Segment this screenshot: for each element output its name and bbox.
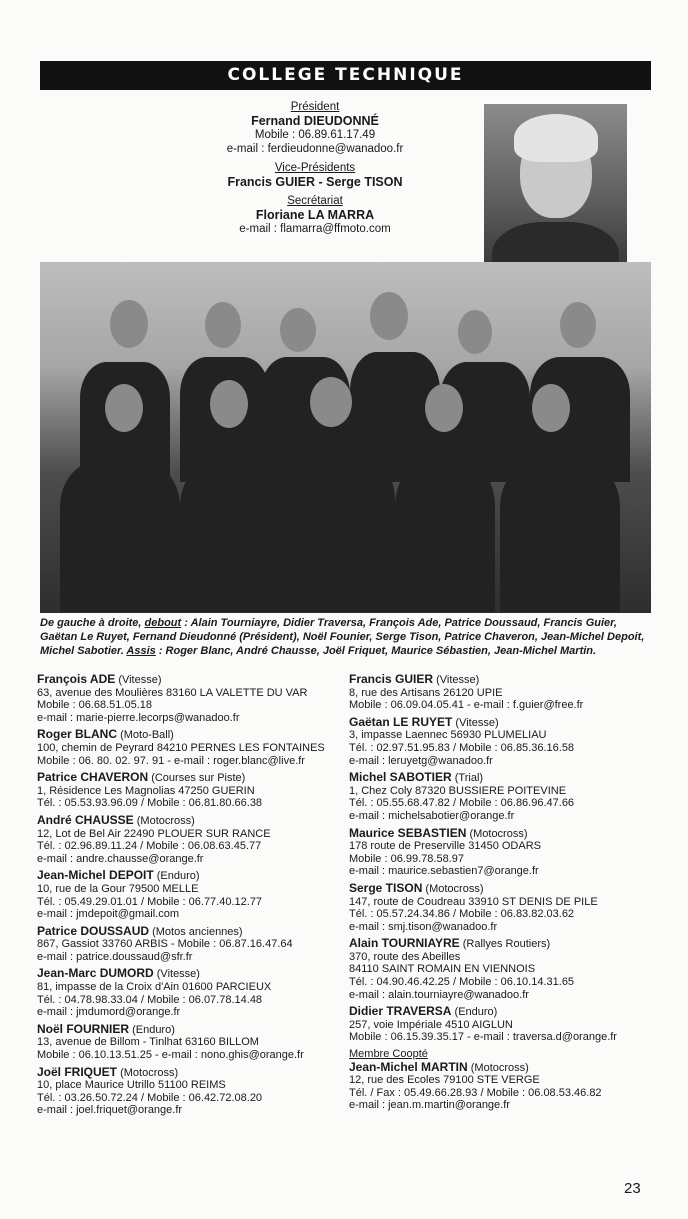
member-name: Serge TISON (349, 880, 423, 895)
member-contact-line: Mobile : 06. 80. 02. 97. 91 - e-mail : roger.blanc@live.fr (37, 754, 305, 767)
member-contact-line: Mobile : 06.68.51.05.18 (37, 699, 152, 712)
president-email: e-mail : ferdieudonne@wanadoo.fr (226, 143, 404, 155)
member-contact-line: 81, impasse de la Croix d'Ain 01600 PARCIEUX (37, 981, 272, 994)
member-category: (Vitesse) (436, 674, 480, 686)
member-name: Patrice CHAVERON (37, 770, 149, 785)
member-contact-line: 10, place Maurice Utrillo 51100 REIMS (37, 1079, 226, 1092)
member-category: (Motocross) (120, 1066, 179, 1079)
member-contact-line: 63, avenue des Moulières 83160 LA VALETTE DU VAR (37, 686, 308, 699)
coopte-label: Membre Coopté (349, 1048, 428, 1061)
member-entry (349, 1061, 649, 1112)
member-entry (37, 869, 337, 920)
member-category: (Enduro) (156, 870, 200, 883)
member-name: Alain TOURNIAYRE (349, 936, 460, 951)
member-entry (37, 1066, 337, 1117)
photo-caption: De gauche à droite, debout : Alain Tourniayre, Didier Traversa, François Ade, Patrice Doussaud, Francis Guier, Gaëtan Le Ruyet, Fernand Dieudonné (Président), Noël Founier, Serge Tison, Patrice Chaveron, Jean-Michel Depoit, Michel Sabotier. Assis : Roger Blanc, André Chausse, Joël Friquet, Maurice Sébastien, Jean-Michel Martin. (40, 617, 645, 657)
secretary-email: e-mail : flamarra@ffmoto.com (239, 223, 391, 235)
member-contact-line: 257, voie Impériale 4510 AIGLUN (349, 1018, 513, 1031)
member-contact-line: Tél. : 05.55.68.47.82 / Mobile : 06.86.96.47.66 (349, 797, 575, 810)
member-entry (37, 967, 337, 1018)
member-category: (Moto-Ball) (120, 729, 174, 742)
member-contact-line: 147, route de Coudreau 33910 ST DENIS DE PILE (349, 895, 598, 908)
member-contact-line: Tél. : 02.96.89.11.24 / Mobile : 06.08.63.45.77 (37, 840, 262, 853)
member-contact-line: Mobile : 06.09.04.05.41 - e-mail : f.guier@free.fr (349, 699, 584, 712)
vice-names: Francis GUIER - Serge TISON (227, 175, 403, 189)
member-contact-line: e-mail : joel.friquet@orange.fr (37, 1104, 183, 1117)
member-category: (Vitesse) (118, 674, 162, 686)
member-name: Jean-Michel MARTIN (349, 1059, 468, 1074)
president-mobile: Mobile : 06.89.61.17.49 (254, 129, 376, 141)
member-name: Michel SABOTIER (349, 770, 452, 785)
member-contact-line: Tél. : 04.90.46.42.25 / Mobile : 06.10.14.31.65 (349, 976, 575, 989)
group-photo (40, 262, 651, 613)
page-title: COLLEGE TECHNIQUE (40, 61, 651, 90)
member-name: Gaëtan LE RUYET (349, 714, 453, 729)
member-category: (Enduro) (454, 1006, 498, 1019)
member-contact-line: e-mail : leruyetg@wanadoo.fr (349, 754, 493, 767)
president-name: Fernand DIEUDONNÉ (251, 114, 379, 128)
member-name: Jean-Marc DUMORD (37, 966, 154, 981)
member-entry (349, 771, 649, 822)
member-contact-line: Tél. : 05.53.93.96.09 / Mobile : 06.81.80.66.38 (37, 797, 263, 810)
member-contact-line: 370, route des Abeilles (349, 950, 461, 963)
member-entry (349, 673, 649, 712)
member-contact-line: 1, Chez Coly 87320 BUSSIERE POITEVINE (349, 784, 567, 797)
member-contact-line: e-mail : jmdepoit@gmail.com (37, 908, 179, 921)
member-name: André CHAUSSE (37, 812, 134, 827)
member-entry (37, 925, 337, 964)
member-entry (37, 771, 337, 810)
member-category: (Motocross) (425, 882, 484, 895)
member-contact-line: 84110 SAINT ROMAIN EN VIENNOIS (349, 963, 536, 976)
member-category: (Trial) (454, 772, 484, 785)
member-category: (Courses sur Piste) (151, 772, 246, 785)
member-contact-line: e-mail : jmdumord@orange.fr (37, 1006, 181, 1019)
member-category: (Vitesse) (156, 968, 200, 981)
member-entry (349, 937, 649, 1001)
member-name: Joël FRIQUET (37, 1064, 118, 1079)
member-contact-line: 178 route de Preserville 31450 ODARS (349, 840, 541, 853)
member-name: Roger BLANC (37, 727, 117, 742)
member-category: (Motocross) (470, 1061, 529, 1074)
member-contact-line: 867, Gassiot 33760 ARBIS - Mobile : 06.87.16.47.64 (37, 938, 293, 951)
member-contact-line: e-mail : patrice.doussaud@sfr.fr (37, 950, 193, 963)
member-contact-line: 12, Lot de Bel Air 22490 PLOUER SUR RANCE (37, 827, 271, 840)
member-category: (Motos anciennes) (152, 925, 243, 938)
member-contact-line: e-mail : marie-pierre.lecorps@wanadoo.fr (37, 711, 240, 724)
member-contact-line: Tél. / Fax : 05.49.66.28.93 / Mobile : 06.08.53.46.82 (349, 1086, 602, 1099)
page-number: 23 (624, 1180, 641, 1197)
member-contact-line: e-mail : michelsabotier@orange.fr (349, 809, 515, 822)
member-contact-line: Mobile : 06.99.78.58.97 (349, 852, 464, 865)
member-name: Didier TRAVERSA (349, 1004, 452, 1019)
member-category: (Rallyes Routiers) (462, 938, 551, 951)
member-name: Patrice DOUSSAUD (37, 923, 150, 938)
member-contact-line: Mobile : 06.15.39.35.17 - e-mail : traversa.d@orange.fr (349, 1031, 617, 1044)
members-right-column (349, 673, 649, 1116)
member-contact-line: Tél. : 05.49.29.01.01 / Mobile : 06.77.40.12.77 (37, 895, 263, 908)
member-entry (37, 673, 337, 724)
member-contact-line: 8, rue des Artisans 26120 UPIE (349, 686, 503, 699)
member-entry (37, 1023, 337, 1062)
members-left-column (37, 673, 337, 1121)
member-category: (Motocross) (136, 814, 195, 827)
board-block (150, 100, 480, 241)
member-contact-line: 3, impasse Laennec 56930 PLUMELIAU (349, 729, 547, 742)
member-contact-line: e-mail : alain.tourniayre@wanadoo.fr (349, 988, 529, 1001)
member-name: Jean-Michel DEPOIT (37, 868, 154, 883)
member-entry (349, 1005, 649, 1044)
member-contact-line: e-mail : andre.chausse@orange.fr (37, 852, 204, 865)
member-contact-line: 10, rue de la Gour 79500 MELLE (37, 882, 199, 895)
member-contact-line: e-mail : maurice.sebastien7@orange.fr (349, 865, 539, 878)
member-entry (349, 827, 649, 878)
portrait-hair (514, 114, 598, 162)
president-label: Président (290, 101, 340, 113)
member-contact-line: e-mail : smj.tison@wanadoo.fr (349, 920, 498, 933)
member-entry (37, 728, 337, 767)
member-contact-line: 12, rue des Ecoles 79100 STE VERGE (349, 1074, 540, 1087)
member-contact-line: Tél. : 03.26.50.72.24 / Mobile : 06.42.72.08.20 (37, 1091, 263, 1104)
member-contact-line: 1, Résidence Les Magnolias 47250 GUERIN (37, 784, 255, 797)
member-category: (Vitesse) (455, 716, 499, 729)
member-category: (Enduro) (132, 1023, 175, 1036)
member-contact-line: e-mail : jean.m.martin@orange.fr (349, 1099, 510, 1112)
member-name: Francis GUIER (349, 672, 434, 686)
secretary-name: Floriane LA MARRA (255, 208, 375, 222)
member-entry (349, 882, 649, 933)
secretary-label: Secrétariat (287, 195, 343, 207)
member-contact-line: Tél. : 04.78.98.33.04 / Mobile : 06.07.78.14.48 (37, 993, 263, 1006)
member-name: François ADE (37, 672, 116, 686)
member-contact-line: Tél. : 02.97.51.95.83 / Mobile : 06.85.36.16.58 (349, 741, 575, 754)
member-contact-line: 100, chemin de Peyrard 84210 PERNES LES FONTAINES (37, 741, 325, 754)
member-entry (349, 716, 649, 767)
member-name: Noël FOURNIER (37, 1021, 130, 1036)
member-contact-line: Mobile : 06.10.13.51.25 - e-mail : nono.ghis@orange.fr (37, 1049, 304, 1062)
member-category: (Motocross) (469, 827, 528, 840)
member-entry (37, 814, 337, 865)
member-contact-line: 13, avenue de Billom - Tinlhat 63160 BILLOM (37, 1036, 259, 1049)
vice-label: Vice-Présidents (274, 162, 356, 174)
member-name: Maurice SEBASTIEN (349, 825, 467, 840)
member-contact-line: Tél. : 05.57.24.34.86 / Mobile : 06.83.82.03.62 (349, 908, 575, 921)
